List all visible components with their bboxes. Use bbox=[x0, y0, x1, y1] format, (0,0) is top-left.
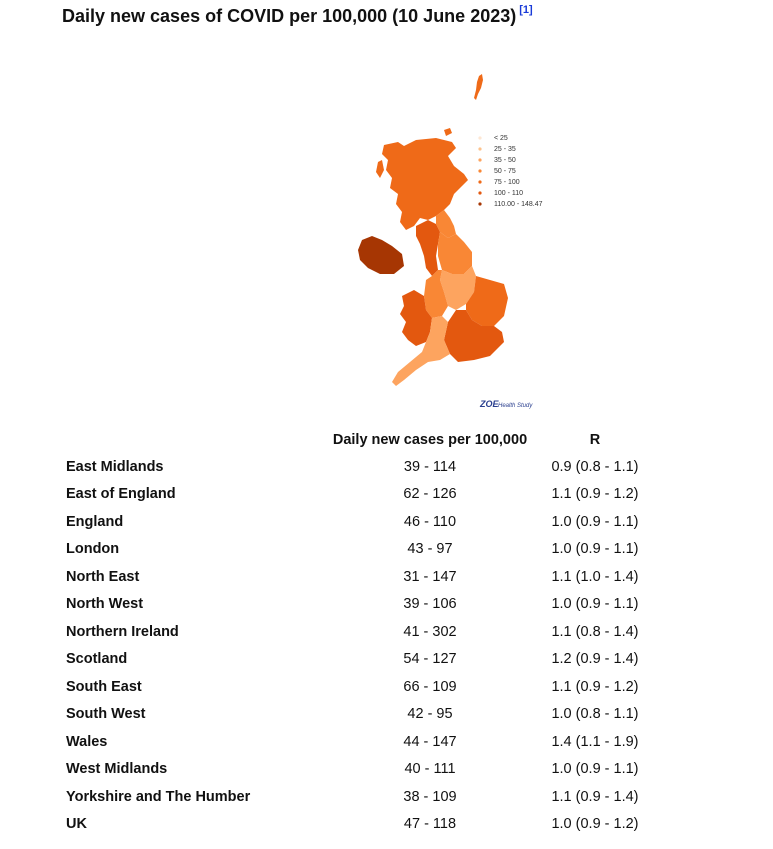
legend-swatch bbox=[478, 136, 481, 139]
cell-r: 1.0 (0.9 - 1.1) bbox=[551, 761, 639, 778]
table-row bbox=[62, 618, 648, 646]
page-title bbox=[62, 6, 533, 27]
map-region-scotland bbox=[382, 138, 468, 230]
table-row bbox=[62, 783, 648, 811]
legend-swatch bbox=[478, 158, 481, 161]
table-row bbox=[62, 673, 648, 701]
cell-cases: 38 - 109 bbox=[403, 788, 457, 805]
table-row bbox=[62, 453, 648, 481]
legend-label: < 25 bbox=[494, 135, 508, 142]
header-region bbox=[62, 427, 318, 453]
cell-region: South East bbox=[66, 678, 142, 695]
cell-cases: 42 - 95 bbox=[407, 706, 453, 723]
cell-region: Scotland bbox=[66, 651, 128, 668]
legend-swatch bbox=[478, 202, 481, 205]
cell-r: 1.1 (0.9 - 1.2) bbox=[551, 486, 639, 503]
cell-region: Wales bbox=[66, 733, 108, 750]
cell-region: West Midlands bbox=[66, 761, 168, 778]
legend-label: 110.00 - 148.47 bbox=[494, 201, 543, 208]
map-region-yorkshire bbox=[438, 232, 472, 274]
table-row bbox=[62, 591, 648, 619]
table-header-row bbox=[62, 427, 648, 453]
uk-map bbox=[340, 70, 570, 415]
header-cases: Daily new cases per 100,000 bbox=[332, 432, 528, 448]
map-region-north-west bbox=[416, 220, 440, 276]
cell-r: 1.1 (0.8 - 1.4) bbox=[551, 623, 639, 640]
legend-label: 35 - 50 bbox=[494, 157, 516, 164]
zoe-logo-subtitle: Health Study bbox=[498, 403, 533, 409]
map-region-orkney bbox=[444, 128, 452, 136]
cell-cases: 40 - 111 bbox=[404, 761, 456, 778]
table-row bbox=[62, 646, 648, 674]
map-region-hebrides bbox=[376, 160, 384, 178]
cell-r: 1.0 (0.9 - 1.1) bbox=[551, 596, 639, 613]
legend-swatch bbox=[478, 147, 481, 150]
legend-swatch bbox=[478, 191, 481, 194]
table-row bbox=[62, 756, 648, 784]
cell-region: East of England bbox=[66, 486, 176, 503]
table-row bbox=[62, 811, 648, 839]
legend-label: 100 - 110 bbox=[494, 190, 524, 197]
cell-region: South West bbox=[66, 706, 146, 723]
cell-cases: 43 - 97 bbox=[407, 541, 453, 558]
uk-map-svg bbox=[340, 70, 570, 415]
legend-label: 25 - 35 bbox=[494, 146, 516, 153]
cell-r: 1.0 (0.9 - 1.1) bbox=[551, 513, 639, 530]
legend-label: 75 - 100 bbox=[494, 179, 520, 186]
table-row bbox=[62, 536, 648, 564]
covid-data-table bbox=[62, 427, 648, 838]
table-row bbox=[62, 728, 648, 756]
cell-region: UK bbox=[66, 816, 87, 833]
header-r: R bbox=[589, 432, 601, 448]
legend-swatch bbox=[478, 169, 481, 172]
cell-region: Yorkshire and The Humber bbox=[66, 788, 251, 805]
cell-region: Northern Ireland bbox=[66, 623, 179, 640]
cell-cases: 39 - 106 bbox=[403, 596, 457, 613]
cell-r: 1.0 (0.9 - 1.1) bbox=[551, 541, 639, 558]
zoe-logo: ZOE bbox=[480, 399, 499, 409]
page-title-text: Daily new cases of COVID per 100,000 (10 June 2023) bbox=[62, 6, 517, 26]
cell-cases: 62 - 126 bbox=[403, 486, 457, 503]
cell-r: 1.2 (0.9 - 1.4) bbox=[551, 651, 639, 668]
cell-region: London bbox=[66, 541, 120, 558]
cell-cases: 47 - 118 bbox=[403, 816, 457, 833]
cell-r: 1.1 (0.9 - 1.2) bbox=[551, 678, 639, 695]
table-row bbox=[62, 508, 648, 536]
table-row bbox=[62, 481, 648, 509]
table-row bbox=[62, 701, 648, 729]
legend-label: 50 - 75 bbox=[494, 168, 516, 175]
map-region-shetland bbox=[474, 74, 483, 100]
cell-region: England bbox=[66, 513, 124, 530]
cell-region: North East bbox=[66, 568, 140, 585]
cell-cases: 54 - 127 bbox=[403, 651, 457, 668]
cell-cases: 41 - 302 bbox=[403, 623, 457, 640]
cell-r: 1.1 (1.0 - 1.4) bbox=[551, 568, 639, 585]
cell-cases: 31 - 147 bbox=[403, 568, 457, 585]
cell-cases: 66 - 109 bbox=[403, 678, 457, 695]
cell-cases: 46 - 110 bbox=[403, 513, 457, 530]
cell-r: 1.0 (0.8 - 1.1) bbox=[551, 706, 639, 723]
table-row bbox=[62, 563, 648, 591]
cell-cases: 44 - 147 bbox=[403, 733, 457, 750]
cell-r: 0.9 (0.8 - 1.1) bbox=[551, 458, 639, 475]
map-legend bbox=[478, 135, 542, 208]
cell-r: 1.4 (1.1 - 1.9) bbox=[551, 733, 639, 750]
reference-link[interactable]: [1] bbox=[519, 4, 533, 16]
cell-region: North West bbox=[66, 596, 144, 613]
cell-cases: 39 - 114 bbox=[403, 458, 457, 475]
map-region-northern-ireland bbox=[358, 236, 404, 274]
cell-r: 1.1 (0.9 - 1.4) bbox=[551, 788, 639, 805]
cell-region: East Midlands bbox=[66, 458, 164, 475]
cell-r: 1.0 (0.9 - 1.2) bbox=[551, 816, 639, 833]
legend-swatch bbox=[478, 180, 481, 183]
